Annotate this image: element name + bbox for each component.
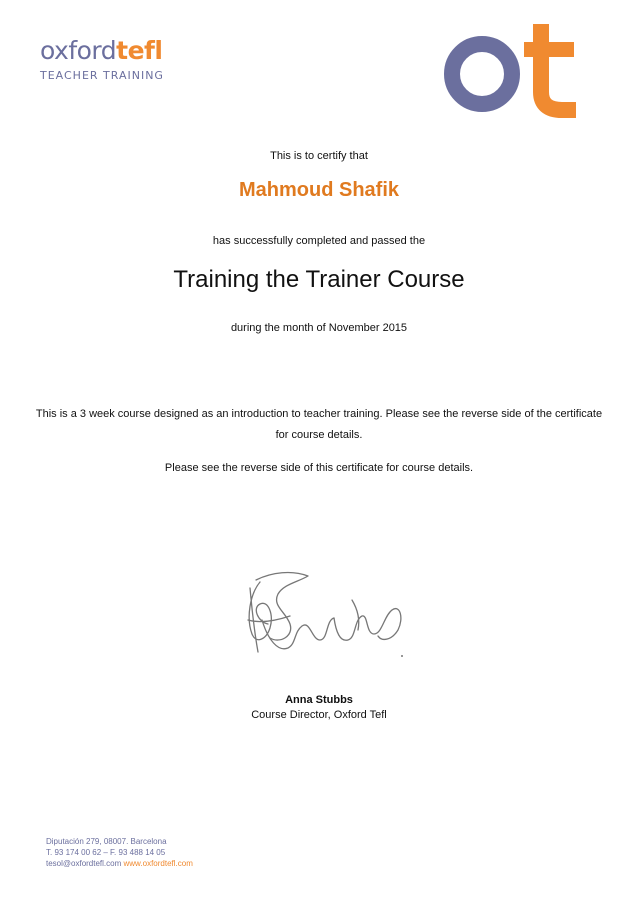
footer-email[interactable]: tesol@oxfordtefl.com: [46, 859, 122, 868]
ot-logo-mark: [444, 18, 584, 118]
completed-text: has successfully completed and passed the: [212, 235, 426, 247]
footer-contact: [46, 836, 193, 869]
oxfordtefl-logo: [40, 38, 164, 82]
handwritten-signature: [232, 560, 414, 670]
course-period: during the month of November 2015: [230, 322, 408, 334]
brand-part-oxford: oxford: [40, 36, 117, 65]
brand-wordmark: [40, 38, 164, 64]
signatory-title: Course Director, Oxford Tefl: [251, 709, 387, 721]
signatory-name: Anna Stubbs: [285, 694, 353, 706]
reverse-side-note: Please see the reverse side of this certificate for course details.: [164, 462, 474, 474]
brand-subtitle: TEACHER TRAINING: [40, 69, 164, 82]
footer-website-link[interactable]: www.oxfordtefl.com: [123, 859, 193, 868]
footer-phone: T. 93 174 00 62 – F. 93 488 14 05: [46, 848, 166, 857]
brand-part-tefl: tefl: [116, 36, 163, 65]
footer-web-line: [46, 858, 193, 869]
footer-address: Diputación 279, 08007. Barcelona: [46, 837, 167, 846]
course-title: Training the Trainer Course: [173, 266, 465, 293]
recipient-name: Mahmoud Shafik: [238, 179, 399, 201]
course-description: This is a 3 week course designed as an introduction to teacher training. Please see the reverse side of the certificate for course details.: [35, 408, 603, 441]
certify-intro: This is to certify that: [270, 150, 368, 162]
